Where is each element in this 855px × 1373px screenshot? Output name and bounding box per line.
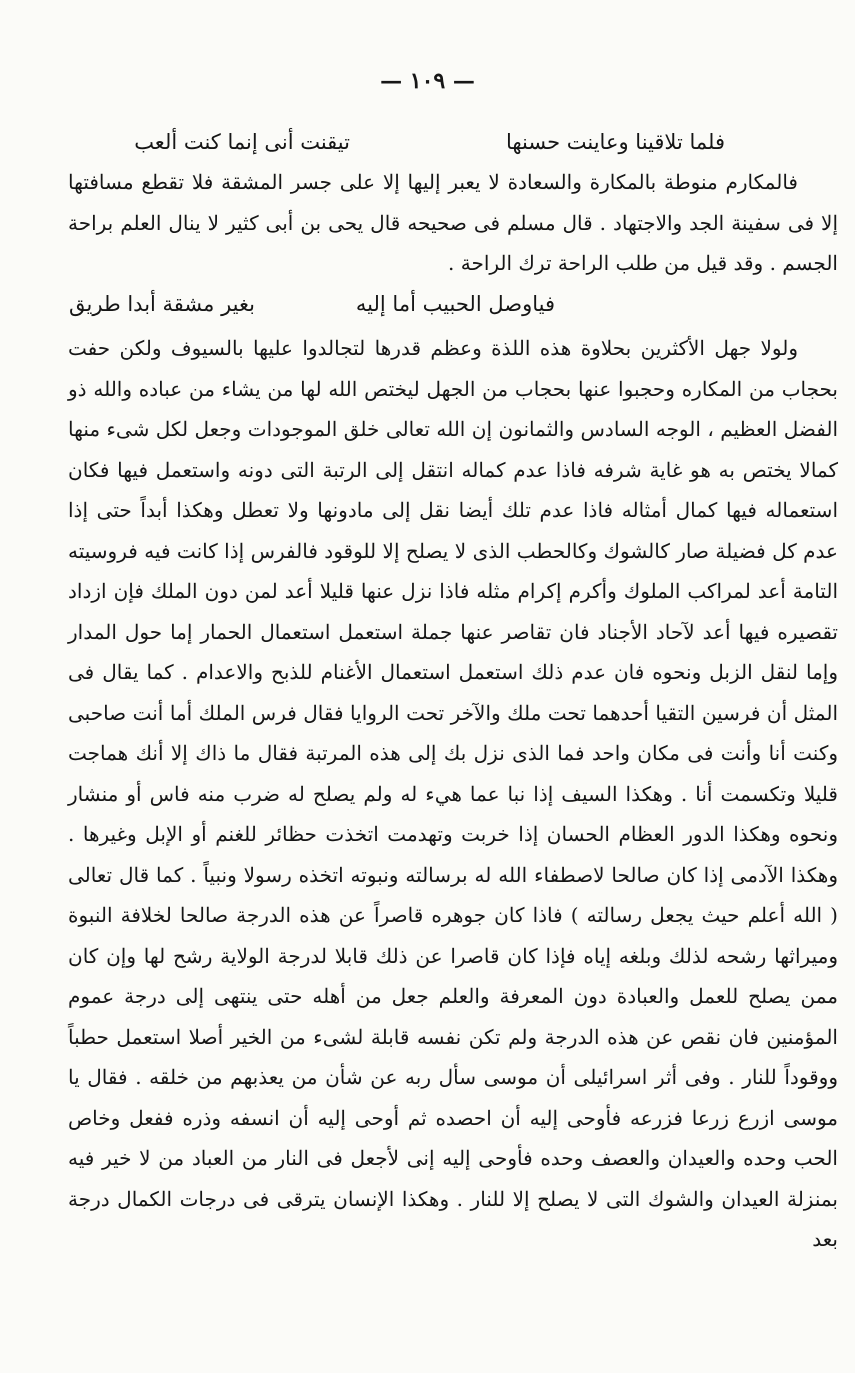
paragraph-2: ولولا جهل الأكثرين بحلاوة هذه اللذة وعظم قدرها لتجالدوا عليها بالسيوف ولكن حفت بحجاب من المكاره وحجبوا عنها بحجاب من الجهل ليختص الله لها من يشاء من عباده والله ذو الفضل العظيم ، الوجه السادس والثمانون إن الله تعالى خلق الموجودات وجعل لكل شىء منها كمالا يختص به هو غاية شرفه فاذا عدم كماله انتقل إلى الرتبة التى دونه واستعمل فيها فكان استعماله فيها كمال أمثاله فاذا عدم تلك أيضا نقل إلى مادونها ولا تعطل وهكذا أبداً حتى إذا عدم كل فضيلة صار كالشوك وكالحطب الذى لا يصلح إلا للوقود فالفرس إذا كانت فيه فروسيته التامة أعد لمراكب الملوك وأكرم إكرام مثله فاذا نزل عنها قليلا أعد لمن دون الملك فإن ازداد تقصيره فيها أعد لآحاد الأجناد فان تقاصر عنها جملة استعمل استعمال الحمار إما حول المدار وإما لنقل الزبل ونحوه فان عدم ذلك استعمل استعمال الأغنام للذبح والاعدام . كما يقال فى المثل أن فرسين التقيا أحدهما تحت ملك والآخر تحت الروايا فقال فرس الملك أما أنت صاحبى وكنت أنا وأنت فى مكان واحد فما الذى نزل بك إلى هذه المرتبة فقال ما ذاك إلا أنك هماجت قليلا وتكسمت أنا . وهكذا السيف إذا نبا عما هيء له ولم يصلح له ضرب منه فاس أو منشار ونحوه وهكذا الدور العظام الحسان إذا خربت وتهدمت اتخذت حظائر للغنم أو الإبل وغيرها . وهكذا الآدمى إذا كان صالحا لاصطفاء الله له برسالته ونبوته اتخذه رسولا ونبياً . كما قال تعالى ( الله أعلم حيث يجعل رسالته ) فاذا كان جوهره قاصراً عن هذه الدرجة صالحا لخلافة النبوة وميراثها رشحه لذلك وبلغه إياه فإذا كان قاصرا عن ذلك قابلا لدرجة الولاية رشح لها وإن كان ممن يصلح للعمل والعبادة دون المعرفة والعلم جعل من أهله حتى ينتهى إلى درجة عموم المؤمنين فان نقص عن هذه الدرجة ولم تكن نفسه قابلة لشىء من الخير أصلا استعمل حطباً ووقوداً للنار . وفى أثر اسرائيلى أن موسى سأل ربه عن شأن من يعذبهم من خلقه . فقال يا موسى ازرع زرعا فزرعه فأوحى إليه أن احصده ثم أوحى إليه أن انسفه وذره ففعل وخاص الحب وحده والعيدان والعصف وحده فأوحى إليه إنى لأجعل فى النار من العباد من لا خير فيه بمنزلة العيدان والشوك التى لا يصلح إلا للنار . وهكذا الإنسان يترقى فى درجات الكمال درجة بعد (68, 336, 838, 1251)
page-number: — ١٠٩ — (380, 68, 475, 94)
verse-1-first-hemistich: فلما تلاقينا وعاينت حسنها (505, 130, 725, 154)
verse-2 (0, 292, 855, 326)
verse-1 (0, 130, 855, 164)
verse-2-first-hemistich: فياوصل الحبيب أما إليه (355, 292, 555, 316)
verse-1-second-hemistich: تيقنت أنى إنما كنت ألعب (134, 130, 350, 154)
paragraph-1-block (68, 162, 838, 284)
paragraph-1: فالمكارم منوطة بالمكارة والسعادة لا يعبر إليها إلا على جسر المشقة فلا تقطع مسافتها إلا فى سفينة الجد والاجتهاد . قال مسلم فى صحيحه قال يحى بن أبى كثير لا ينال العلم براحة الجسم . وقد قيل من طلب الراحة ترك الراحة . (68, 170, 838, 275)
paragraph-2-block (68, 328, 838, 1260)
verse-2-second-hemistich: بغير مشقة أبدا طريق (69, 292, 255, 316)
